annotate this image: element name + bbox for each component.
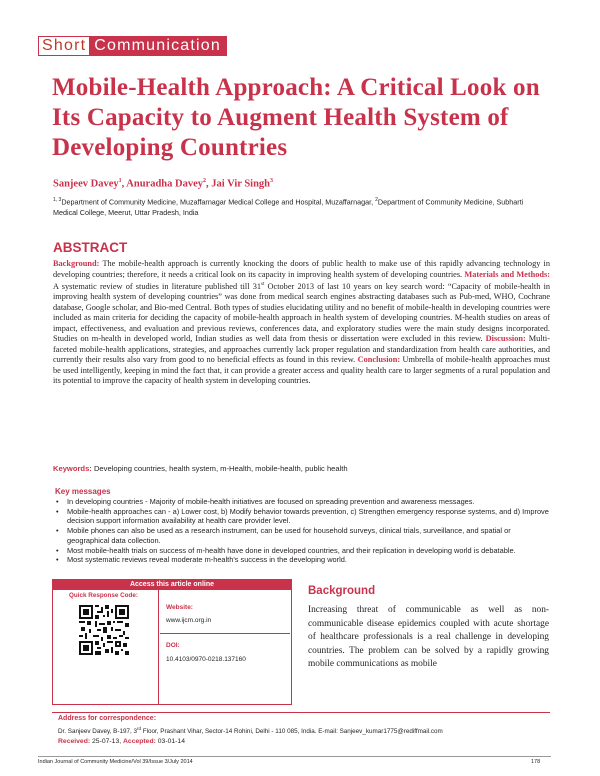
affiliations: $^{1, 3}$Department of Community Medicine, Muzaffarnagar Medical College and Hospital, Muzaffarnagar, $^2$Department of Community Medicine, Subharti Medical College, Meerut, Uttar Pradesh, India	[53, 197, 524, 217]
background-text: Increasing threat of communicable as well as non-communicable disease epidemics coupled with acute shortage of healthcare professionals is a real challenge in developing countries. The problem can be solved by a rapidly growing mobile communications as mobile	[308, 605, 549, 670]
section-label	[38, 36, 227, 56]
doi-link[interactable]: 10.4103/0970-0218.137160	[166, 656, 246, 663]
abstract-heading: ABSTRACT	[53, 240, 128, 255]
key-messages-list	[53, 497, 550, 565]
website-label: Website:	[166, 604, 193, 611]
methods-label: Materials and Methods:	[464, 269, 550, 279]
discussion-label: Discussion:	[485, 334, 526, 344]
list-item: • In developing countries - Majority of mobile-health initiatives are focused on spreading prevention and awareness messages.	[53, 497, 550, 507]
doi-label: DOI:	[166, 642, 180, 649]
qr-label: Quick Response Code:	[69, 592, 138, 599]
divider	[52, 712, 550, 713]
keywords	[53, 464, 348, 473]
list-item: • Mobile-health approaches can - a) Lower cost, b) Modify behavior towards prevention, c) Strengthen emergency response systems, and d) Improve decision support information availability at health care provider level.	[53, 507, 550, 526]
author-name: Jai Vir Singh	[211, 178, 271, 190]
qr-code-icon	[79, 605, 129, 655]
page-number: 178	[531, 759, 541, 765]
conclusion-label: Conclusion:	[357, 355, 401, 365]
author-name: Sanjeev Davey	[53, 178, 119, 190]
footer-divider	[38, 756, 551, 757]
list-item: • Most mobile-health trials on success of m-health have done in developed countries, and their replication in developing world is debatable.	[53, 546, 550, 556]
list-item: • Most systematic reviews reveal moderate m-health's success in the developing world.	[53, 555, 550, 565]
key-messages-heading: Key messages	[55, 487, 111, 496]
section-label-communication: Communication	[90, 36, 227, 56]
correspondence-heading: Address for correspondence:	[58, 715, 157, 722]
accepted-date: 03-01-14	[157, 738, 185, 745]
article-dates	[58, 738, 185, 745]
keywords-value: Developing countries, health system, m-Health, mobile-health, public health	[93, 464, 348, 473]
divider	[160, 633, 290, 634]
divider	[158, 590, 159, 705]
list-item: • Mobile phones can also be used as a research instrument, can be used for household surveys, clinical trials, surveillance, and spatial or geographical data collection.	[53, 526, 550, 545]
article-title: Mobile-Health Approach: A Critical Look on Its Capacity to Augment Health System of Developing Countries	[52, 74, 540, 161]
author-list: Sanjeev Davey$^1$, Anuradha Davey$^2$, Jai Vir Singh$^3$	[53, 178, 274, 190]
correspondence-address: Dr. Sanjeev Davey, B-197, 3rd Floor, Prashant Vihar, Sector-14 Rohini, Delhi - 110 085, India. E-mail: Sanjeev_kumar1775@rediffmail.com	[58, 726, 443, 736]
background-heading: Background	[308, 585, 376, 597]
footer-journal: Indian Journal of Community Medicine/Vol 39/Issue 3/July 2014	[38, 759, 193, 765]
website-link[interactable]: www.ijcm.org.in	[166, 617, 212, 624]
author-name: Anuradha Davey	[126, 178, 204, 190]
section-label-short: Short	[38, 36, 90, 56]
access-heading: Access this article online	[52, 579, 292, 590]
keywords-label: Keywords:	[53, 464, 92, 473]
received-date: 25-07-13,	[92, 738, 122, 745]
received-label: Received:	[58, 738, 91, 745]
abstract-body: Background: The mobile-health approach is currently knocking the doors of public health to make use of this rapidly advancing technology in developing countries; therefore, it needs a critical look on its capacity in improving health system of developing countries. Materials and Methods: A systematic review of studies in literature published till 31st October 2013 of last 10 years on key search word: “Capacity of mobile-health in improving health system of developing countries” was done from medical search engines abstracting databases such as Pub-med, WHO, Cochrane database, Google scholar, and Bio-med Central. Both types of studies elucidating utility and no benefit of mobile-health in developing countries were included as main criteria for deciding the capacity of mobile-health approach in health system of developing countries. M-health studies on areas of impact, effectiveness, and evaluation and previous reviews, conferences data, and exploratory studies were the main study designs incorporated. Studies on m-health in developed world, Indian studies as well data from thesis or dissertation were excluded in this review. Discussion: Multi-faceted mobile-health applications, strategies, and approaches currently lack proper regulation and standardization from health care authorities, and currently their results also vary from good to no beneficial effects as found in this review. Conclusion: Umbrella of mobile-health approaches must be used intelligently, keeping in mind the fact that, it can provide a greater access and quality health care to larger segments of a rural population and its potential to improve the capacity of health system in developing countries.	[53, 259, 551, 386]
accepted-label: Accepted:	[123, 738, 156, 745]
background-label: Background:	[53, 259, 100, 268]
